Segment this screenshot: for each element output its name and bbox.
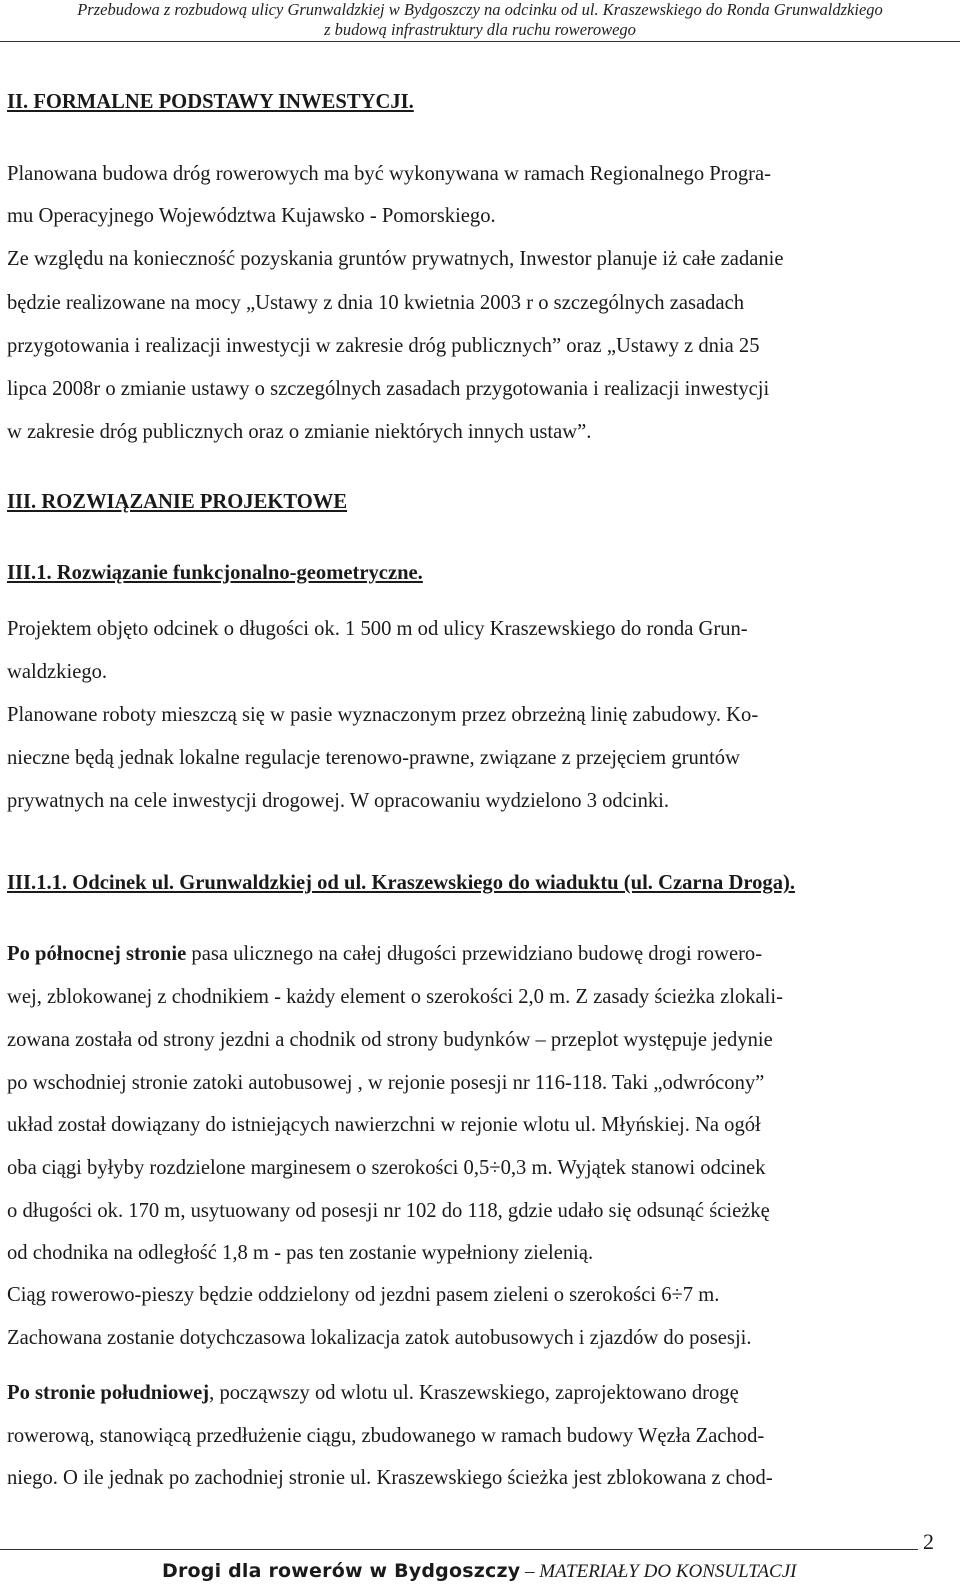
footer	[162, 1560, 796, 1583]
text-line: wej, zblokowanej z chodnikiem - każdy element o szerokości 2,0 m. Z zasady ścieżka zlokali-	[7, 986, 783, 1008]
section-heading-formal: II. FORMALNE PODSTAWY INWESTYCJI.	[7, 91, 414, 113]
text-run: , począwszy od wlotu ul. Kraszewskiego, zaprojektowano drogę	[209, 1382, 739, 1404]
text-line: waldzkiego.	[7, 661, 108, 683]
text-line: po wschodniej stronie zatoki autobusowej , w rejonie posesji nr 116-118. Taki „odwrócony”	[7, 1072, 765, 1094]
bold-lead: Po stronie południowej	[7, 1382, 210, 1404]
text-line: nieczne będą jednak lokalne regulacje terenowo-prawne, związane z przejęciem gruntów	[7, 747, 740, 769]
section-heading-design: III. ROZWIĄZANIE PROJEKTOWE	[7, 491, 348, 513]
footer-dash: –	[525, 1561, 535, 1582]
footer-brand: Drogi dla rowerów w Bydgoszczy	[162, 1560, 521, 1582]
text-run: pasa ulicznego na całej długości przewidziano budowę drogi rowero-	[186, 943, 763, 965]
text-line: Ciąg rowerowo-pieszy będzie oddzielony od jezdni pasem zieleni o szerokości 6÷7 m.	[7, 1284, 720, 1306]
header-line-1: Przebudowa z rozbudową ulicy Grunwaldzkiej w Bydgoszczy na odcinku od ul. Kraszewskiego do Ronda Grunwaldzkiego	[77, 0, 883, 19]
text-line: układ został dowiązany do istniejących nawierzchni w rejonie wlotu ul. Młyńskiej. Na ogół	[7, 1114, 761, 1136]
text-line: lipca 2008r o zmianie ustawy o szczególnych zasadach przygotowania i realizacji inwestycji	[7, 378, 770, 400]
text-line: niego. O ile jednak po zachodniej stronie ul. Kraszewskiego ścieżka jest zblokowana z chod-	[7, 1467, 773, 1489]
text-line: Projektem objęto odcinek o długości ok. 1 500 m od ulicy Kraszewskiego do ronda Grun-	[7, 618, 748, 640]
text-line: w zakresie dróg publicznych oraz o zmianie niektórych innych ustaw”.	[7, 421, 592, 443]
text-line: Planowana budowa dróg rowerowych ma być wykonywana w ramach Regionalnego Progra-	[7, 163, 772, 185]
footer-materials: MATERIAŁY DO KONSULTACJI	[539, 1561, 797, 1582]
subsection-heading: III.1. Rozwiązanie funkcjonalno-geometryczne.	[7, 562, 423, 584]
text-line: oba ciągi byłyby rozdzielone marginesem o szerokości 0,5÷0,3 m. Wyjątek stanowi odcinek	[7, 1157, 766, 1179]
text-line: będzie realizowane na mocy „Ustawy z dnia 10 kwietnia 2003 r o szczególnych zasadach	[7, 292, 745, 314]
text-line: Zachowana zostanie dotychczasowa lokalizacja zatok autobusowych i zjazdów do posesji.	[7, 1327, 752, 1349]
text-line: mu Operacyjnego Województwa Kujawsko - Pomorskiego.	[7, 205, 496, 227]
subsubsection-heading: III.1.1. Odcinek ul. Grunwaldzkiej od ul. Kraszewskiego do wiaduktu (ul. Czarna Droga).	[7, 872, 795, 894]
header-line-2: z budową infrastruktury dla ruchu rowerowego	[324, 20, 636, 39]
text-line: o długości ok. 170 m, usytuowany od posesji nr 102 do 118, gdzie udało się odsunąć ścieżkę	[7, 1200, 770, 1222]
text-line: zowana została od strony jezdni a chodnik od strony budynków – przeplot występuje jedynie	[7, 1029, 773, 1051]
text-line	[7, 1381, 739, 1405]
text-line: Ze względu na konieczność pozyskania gruntów prywatnych, Inwestor planuje iż całe zadanie	[7, 248, 784, 270]
bold-lead: Po północnej stronie	[7, 943, 187, 965]
page-number: 2	[923, 1529, 934, 1554]
text-line: prywatnych na cele inwestycji drogowej. W opracowaniu wydzielono 3 odcinki.	[7, 790, 670, 812]
header-rule	[0, 41, 960, 42]
text-line: Planowane roboty mieszczą się w pasie wyznaczonym przez obrzeżną linię zabudowy. Ko-	[7, 704, 759, 726]
text-line: od chodnika na odległość 1,8 m - pas ten zostanie wypełniony zielenią.	[7, 1242, 594, 1264]
footer-rule	[0, 1549, 918, 1550]
text-line	[7, 942, 762, 966]
text-line: rowerową, stanowiącą przedłużenie ciągu, zbudowanego w ramach budowy Węzła Zachod-	[7, 1425, 765, 1447]
text-line: przygotowania i realizacji inwestycji w zakresie dróg publicznych” oraz „Ustawy z dnia 25	[7, 335, 760, 357]
